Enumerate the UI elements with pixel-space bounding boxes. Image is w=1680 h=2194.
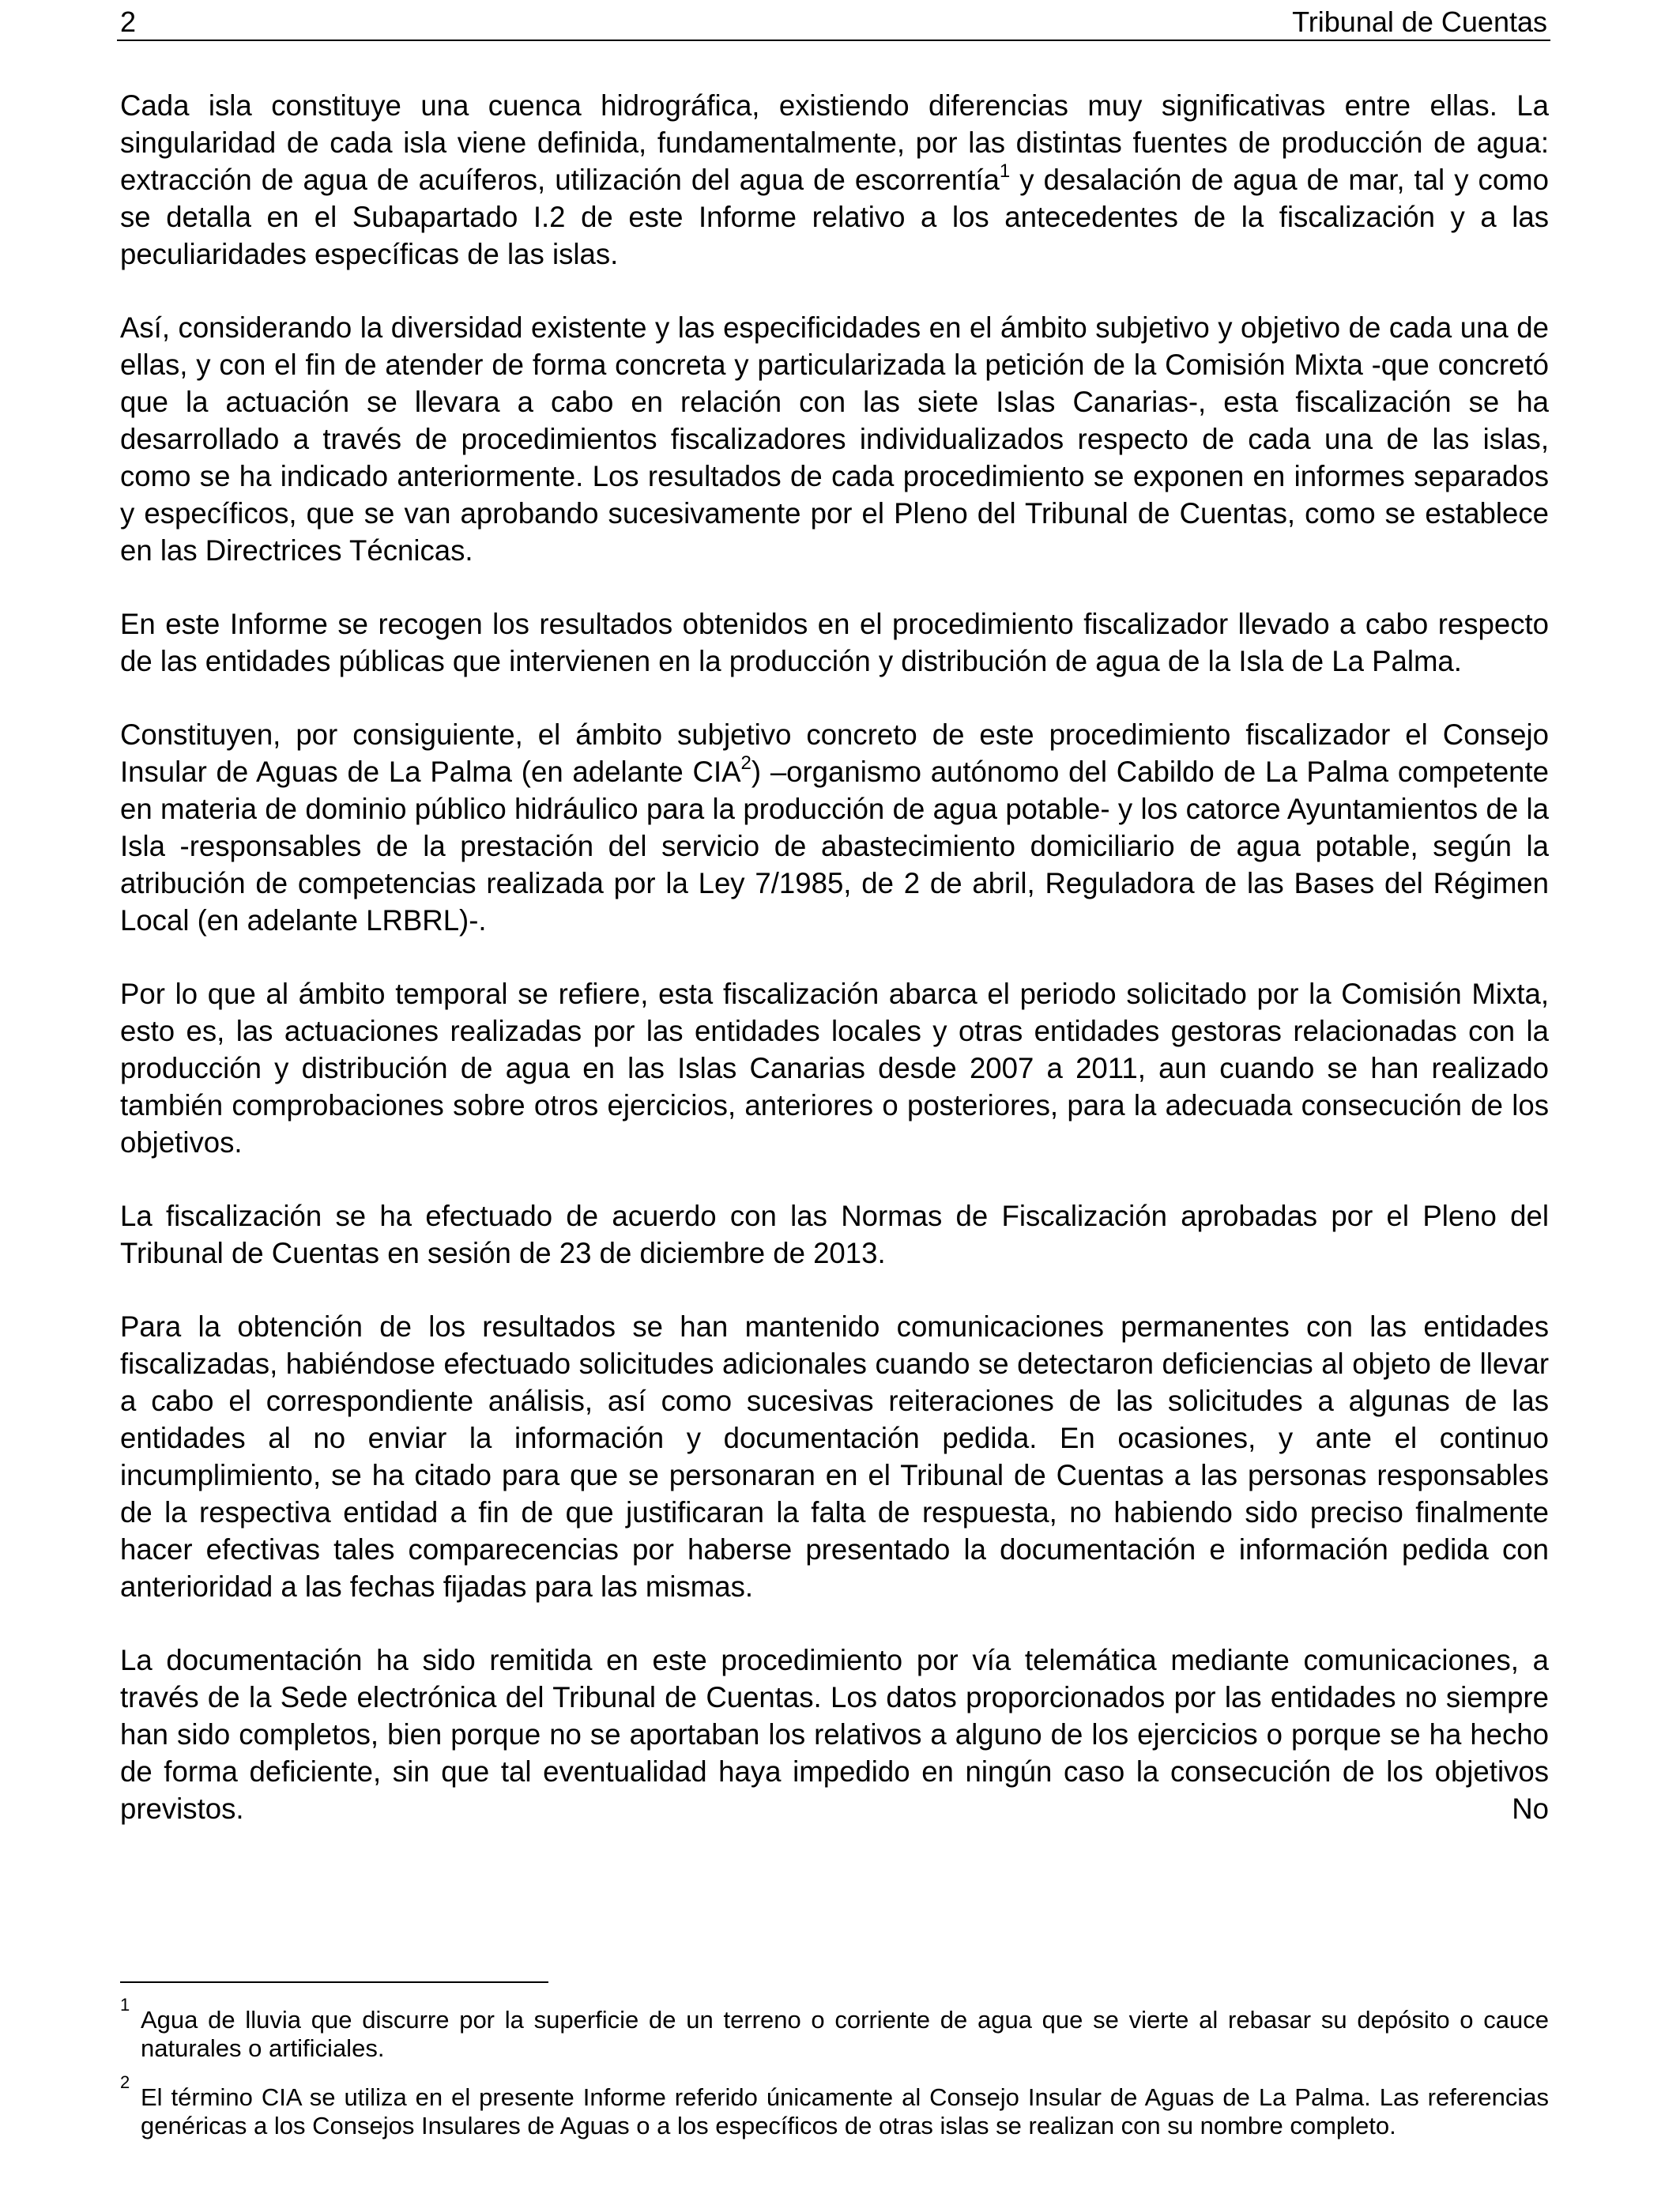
footnote-2	[120, 2072, 1549, 2140]
page-header	[117, 5, 1550, 41]
paragraph-7: Para la obtención de los resultados se han mantenido comunicaciones permanentes con las entidades fiscalizadas, habiéndose efectuado solicitudes adicionales cuando se detectaron deficiencias al objeto de llevar a cabo el correspondiente análisis, así como sucesivas reiteraciones de las solicitudes a algunas de las entidades al no enviar la información y documentación pedida. En ocasiones, y ante el continuo incumplimiento, se ha citado para que se personaran en el Tribunal de Cuentas a las personas responsables de la respectiva entidad a fin de que justificaran la falta de respuesta, no habiendo sido preciso finalmente hacer efectivas tales comparecencias por haberse presentado la documentación e información pedida con anterioridad a las fechas fijadas para las mismas.	[120, 1310, 1549, 1603]
footnotes	[120, 1995, 1549, 2161]
footnote-1-mark: 1	[120, 1995, 130, 2015]
paragraph-8: La documentación ha sido remitida en este procedimiento por vía telemática mediante comunicaciones, a través de la Sede electrónica del Tribunal de Cuentas. Los datos proporcionados por las entidades no siempre han sido completos, bien porque no se aportaban los relativos a alguno de los ejercicios o porque se ha hecho de forma deficiente, sin que tal eventualidad haya impedido en ningún caso la consecución de los objetivos previstos. No	[120, 1644, 1549, 1825]
page-number: 2	[120, 6, 137, 38]
paragraph-1-text-a: Cada isla constituye una cuenca hidrográfica, existiendo diferencias muy significativas entre ellas. La singularidad de cada isla viene definida, fundamentalmente, por las distintas fuentes de producción de agua: extracción de agua de acuíferos, utilización del agua de escorrentía	[120, 89, 1549, 196]
header-title: Tribunal de Cuentas	[1292, 6, 1547, 38]
paragraph-4-text-b: ) –organismo autónomo del Cabildo de La Palma competente en materia de dominio público hidráulico para la producción de agua potable- y los catorce Ayuntamientos de la Isla -responsables de la prestación del servicio de abastecimiento domiciliario de agua potable, según la atribución de competencias realizada por la Ley 7/1985, de 2 de abril, Reguladora de las Bases del Régimen Local (en adelante LRBRL)-.	[120, 756, 1550, 937]
footnote-1-text: Agua de lluvia que discurre por la superficie de un terreno o corriente de agua que se vierte al rebasar su depósito o cauce naturales o artificiales.	[141, 2006, 1549, 2062]
paragraph-1	[120, 87, 1549, 273]
body-text	[120, 87, 1549, 1827]
footnote-ref-2: 2	[740, 752, 751, 774]
paragraph-6: La fiscalización se ha efectuado de acuerdo con las Normas de Fiscalización aprobadas por el Pleno del Tribunal de Cuentas en sesión de 23 de diciembre de 2013.	[120, 1200, 1549, 1269]
footnote-1	[120, 1995, 1549, 2063]
paragraph-2: Así, considerando la diversidad existente y las especificidades en el ámbito subjetivo y objetivo de cada una de ellas, y con el fin de atender de forma concreta y particularizada la petición de la Comisión Mixta -que concretó que la actuación se llevara a cabo en relación con las siete Islas Canarias-, esta fiscalización se ha desarrollado a través de procedimientos fiscalizadores individualizados respecto de cada una de las islas, como se ha indicado anteriormente. Los resultados de cada procedimiento se exponen en informes separados y específicos, que se van aprobando sucesivamente por el Pleno del Tribunal de Cuentas, como se establece en las Directrices Técnicas.	[120, 311, 1549, 567]
footnote-2-text: El término CIA se utiliza en el presente Informe referido únicamente al Consejo Insular de Aguas de La Palma. Las referencias genéricas a los Consejos Insulares de Aguas o a los específicos de otras islas se realizan con su nombre completo.	[141, 2083, 1549, 2139]
paragraph-4-text-a: Constituyen, por consiguiente, el ámbito subjetivo concreto de este procedimiento fiscalizador el Consejo Insular de Aguas de La Palma (en adelante CIA	[120, 718, 1549, 788]
footnote-2-mark: 2	[120, 2072, 130, 2092]
paragraph-5: Por lo que al ámbito temporal se refiere, esta fiscalización abarca el periodo solicitado por la Comisión Mixta, esto es, las actuaciones realizadas por las entidades locales y otras entidades gestoras relacionadas con la producción y distribución de agua en las Islas Canarias desde 2007 a 2011, aun cuando se han realizado también comprobaciones sobre otros ejercicios, anteriores o posteriores, para la adecuada consecución de los objetivos.	[120, 978, 1549, 1159]
footnote-separator	[120, 1981, 548, 1983]
paragraph-1-text-b: y desalación de agua de mar, tal y como se detalla en el Subapartado I.2 de este Informe relativo a los antecedentes de la fiscalización y a las peculiaridades específicas de las islas.	[120, 164, 1549, 270]
footnote-ref-1: 1	[999, 160, 1011, 182]
paragraph-3: En este Informe se recogen los resultados obtenidos en el procedimiento fiscalizador llevado a cabo respecto de las entidades públicas que intervienen en la producción y distribución de agua de la Isla de La Palma.	[120, 608, 1549, 677]
paragraph-4	[120, 716, 1549, 939]
